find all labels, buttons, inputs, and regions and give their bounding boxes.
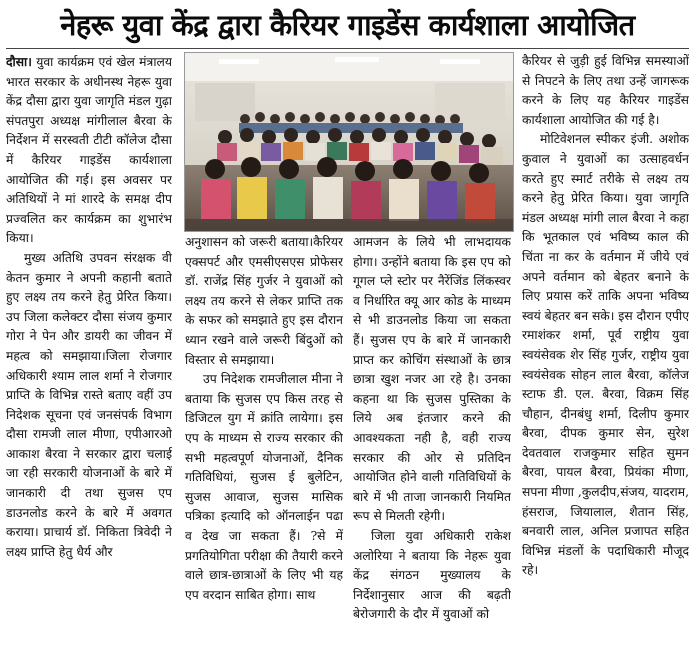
article-column-3 <box>353 233 511 654</box>
paragraph: कैरियर से जुड़ी हुई विभिन्न समस्याओं से निपटने के लिए तथा उन्हें जागरूक करने के लिए यह कैरियर गाइडेंस कार्यशाला आयोजित की गई है। <box>522 54 689 127</box>
event-photo <box>184 52 514 232</box>
dateline: दौसा। <box>6 54 32 69</box>
article-column-4 <box>522 52 689 654</box>
article-column-1 <box>6 52 172 654</box>
paragraph-text: युवा कार्यक्रम एवं खेल मंत्रालय भारत सरकार के अधीनस्थ नेहरू युवा केंद्र दौसा द्वारा युवा जागृति मंडल गुढ़ा संपतपुरा अध्यक्ष मांगीलाल बैरवा के निर्देशन में सरस्वती टीटी कॉलेज दौसा में कैरियर गाइडेंस कार्यशाला आयोजित की गई। इस अवसर पर अतिथियों ने मां शारदे के समक्ष दीप प्रज्वलित कर कार्यक्रम का शुभारंभ किया। <box>6 55 172 246</box>
headline-rule <box>6 48 689 49</box>
photo-icon <box>185 53 513 231</box>
paragraph: आमजन के लिये भी लाभदायक होगा। उन्होंने बताया कि इस एप को गूगल प्ले स्टोर पर नैरेंजिंड लिंकस्वर व निर्धारित क्यू आर कोड के माध्यम से भी डाउनलोड किया जा सकता हैं। सुजस एप के बारे में जानकारी प्राप्त कर कोचिंग संस्थाओं के छात्र छात्रा खुश नजर आ रहे है। उनका कहना था कि सुजस पुस्तिका के लिये अब इंतजार करने की आवश्यकता नही है, वही राज्य सरकार की ओर से प्रतिदिन आयोजित होने वाली गतिविधियों के बारे में भी ताजा जानकारी नियमित रूप से मिलती रहेगी। <box>353 235 511 524</box>
paragraph: मोटिवेशनल स्पीकर इंजी. अशोक कुवाल ने युवाओं का उत्साहवर्धन करते हुए स्मार्ट तरीके से लक्ष्य तय करने हेतु प्रेरित किया। युवा जागृति मंडल अध्यक्ष मांगी लाल बैरवा ने कहा कि भूतकाल एवं भविष्य काल की चिंता ना कर के वर्तमान में जीये एवं अपने वर्तमान को बेहतर बनाने के लिए प्रयास करें ताकि अपना भविष्य स्वयं बेहतर बन सके। इस दौरान एपीए रमाशंकर शर्मा, पूर्व राष्ट्रीय युवा स्वयंसेवक शेर सिंह गुर्जर, राष्ट्रीय युवा स्वयंसेवक सोहन लाल बैरवा, कॉलेज स्टाफ डी. एल. बैरवा, विक्रम सिंह चौहान, दीनबंधु शर्मा, दिलीप कुमार बैरवा, दीपक कुमार सेन, सुरेश देवतवाल राजकुमार सहित सुमन बैरवा, पायल बैरवा, प्रियंका मीणा, सपना मीणा ,कुलदीप,संजय, यादराम, हंसराज, जियालाल, शैतान सिंह, बनवारी लाल, अनिल प्रजापत सहित विभिन्न मंडलों के पदाधिकारी मौजूद रहे। <box>522 132 689 578</box>
article-column-2 <box>185 233 343 654</box>
paragraph <box>6 52 172 249</box>
paragraph: अनुशासन को जरूरी बताया।कैरियर एक्सपर्ट और एमसीएसएस प्रोफेसर डॉ. राजेंद्र सिंह गुर्जर ने युवाओं को लक्ष्य तय करने से लेकर प्राप्ति तक के सफर को समझाते हुए इस दौरान ध्यान रखने वाले जरूरी बिंदुओं को विस्तार से समझाया। <box>185 235 343 367</box>
paragraph: मुख्य अतिथि उपवन संरक्षक वी केतन कुमार ने अपनी कहानी बताते हुए लक्ष्य तय करने हेतु प्रेरित किया। उप जिला कलेक्टर दौसा संजय कुमार गोरा ने पेन और डायरी का जीवन में महत्व को समझाया।जिला रोजगार अधिकारी श्याम लाल शर्मा ने रोजगार प्राप्ति के विभिन्न रास्ते बताए वहीं उप निदेशक सूचना एवं जनसंपर्क विभाग दौसा रामजी लाल मीणा, एपीआरओ आकाश बैरवा ने सरकार द्वारा चलाई जा रही सरकारी योजनाओं के बारे में जानकारी दी तथा सुजस एप डाउनलोड करने के बारे में अवगत कराया। प्राचार्य डॉ. निकिता त्रिवेदी ने लक्ष्य प्राप्ति हेतु धैर्य और <box>6 250 172 559</box>
headline: नेहरू युवा केंद्र द्वारा कैरियर गाइडेंस कार्यशाला आयोजित <box>60 8 635 42</box>
paragraph: उप निदेशक रामजीलाल मीना ने बताया कि सुजस एप किस तरह से डिजिटल युग में क्रांति लायेगा। इस एप के माध्यम से राज्य सरकार की सभी महत्वपूर्ण योजनाओं, दैनिक गतिविधियां, सुजस ई बुलेटिन, सुजस आवाज, सुजस मासिक पत्रिका इत्यादि को ऑनलाईन पढा व देख जा सकता हैं। ?से में प्रगतियोगिता परीक्षा की तैयारी करने वाले छात्र-छात्राओं के लिए भी यह एप वरदान साबित होगा। साथ <box>185 372 343 602</box>
paragraph: जिला युवा अधिकारी राकेश अलोरिया ने बताया कि नेहरू युवा केंद्र संगठन मुख्यालय के निर्देशानुसार आज की बढ़ती बेरोजगारी के दौर में युवाओं को <box>353 528 511 622</box>
